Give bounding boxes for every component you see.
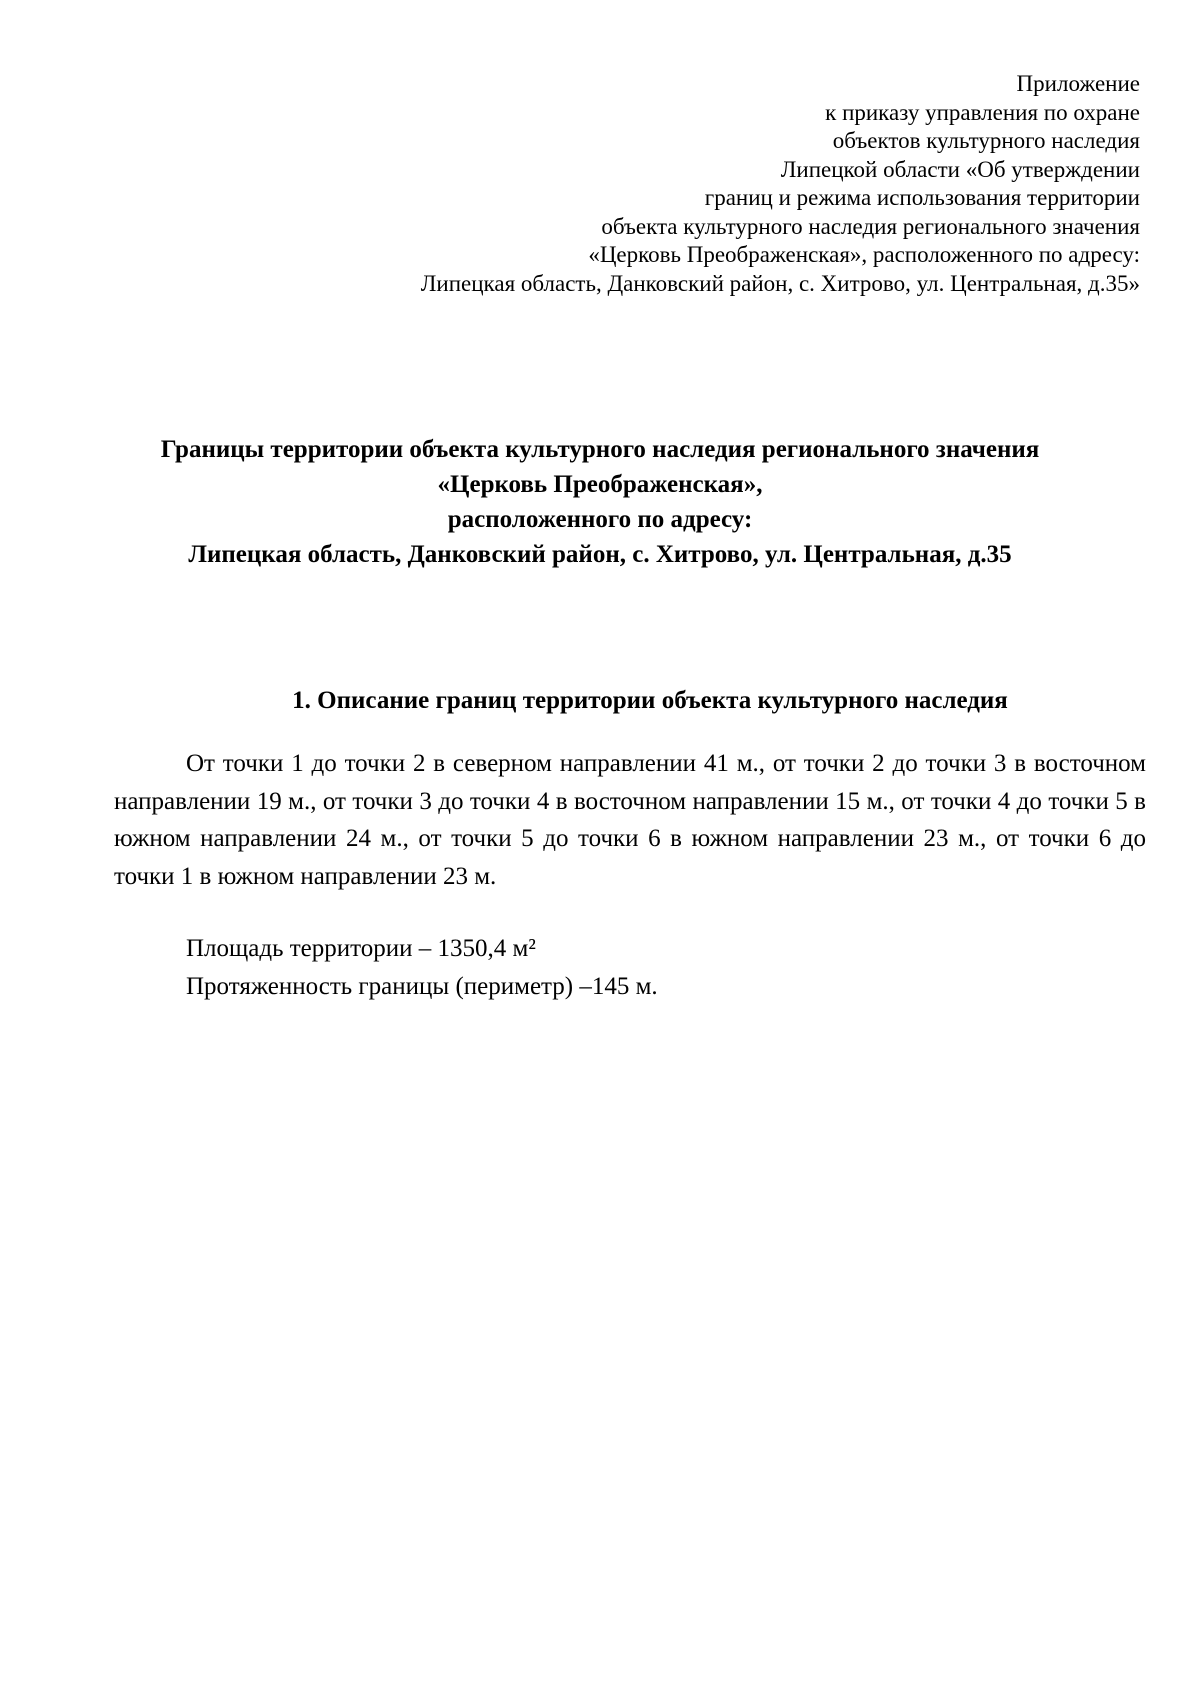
document-title-line: расположенного по адресу: (447, 506, 753, 533)
section-heading: 1. Описание границ территории объекта культурного наследия (292, 687, 1008, 714)
appendix-header-line: Приложение (1016, 71, 1140, 96)
appendix-header (240, 70, 1140, 298)
document-title-line: Границы территории объекта культурного наследия регионального значения (160, 436, 1040, 463)
boundary-description-paragraph: От точки 1 до точки 2 в северном направлении 41 м., от точки 2 до точки 3 в восточном направлении 19 м., от точки 3 до точки 4 в восточном направлении 15 м., от точки 4 до точки 5 в южном направлении 24 м., от точки 5 до точки 6 в южном направлении 23 м., от точки 6 до точки 1 в южном направлении 23 м. (114, 750, 1146, 890)
appendix-header-line: Липецкой области «Об утверждении (780, 156, 1140, 182)
appendix-header-line: объекта культурного наследия регионального значения (601, 213, 1140, 239)
document-title-line: Липецкая область, Данковский район, с. Хитрово, ул. Центральная, д.35 (188, 541, 1012, 568)
territory-area: Площадь территории – 1350,4 м² (186, 935, 536, 962)
territory-perimeter: Протяженность границы (периметр) –145 м. (186, 972, 658, 1000)
appendix-header-line: границ и режима использования территории (704, 185, 1140, 210)
appendix-header-line: Липецкая область, Данковский район, с. Хитрово, ул. Центральная, д.35» (420, 270, 1140, 296)
appendix-header-line: «Церковь Преображенская», расположенного по адресу: (588, 242, 1140, 267)
document-title-line: «Церковь Преображенская», (437, 471, 763, 498)
appendix-header-line: объектов культурного наследия (832, 128, 1140, 153)
document-title (60, 432, 1140, 572)
territory-stats (186, 930, 658, 1005)
appendix-header-line: к приказу управления по охране (825, 99, 1140, 125)
